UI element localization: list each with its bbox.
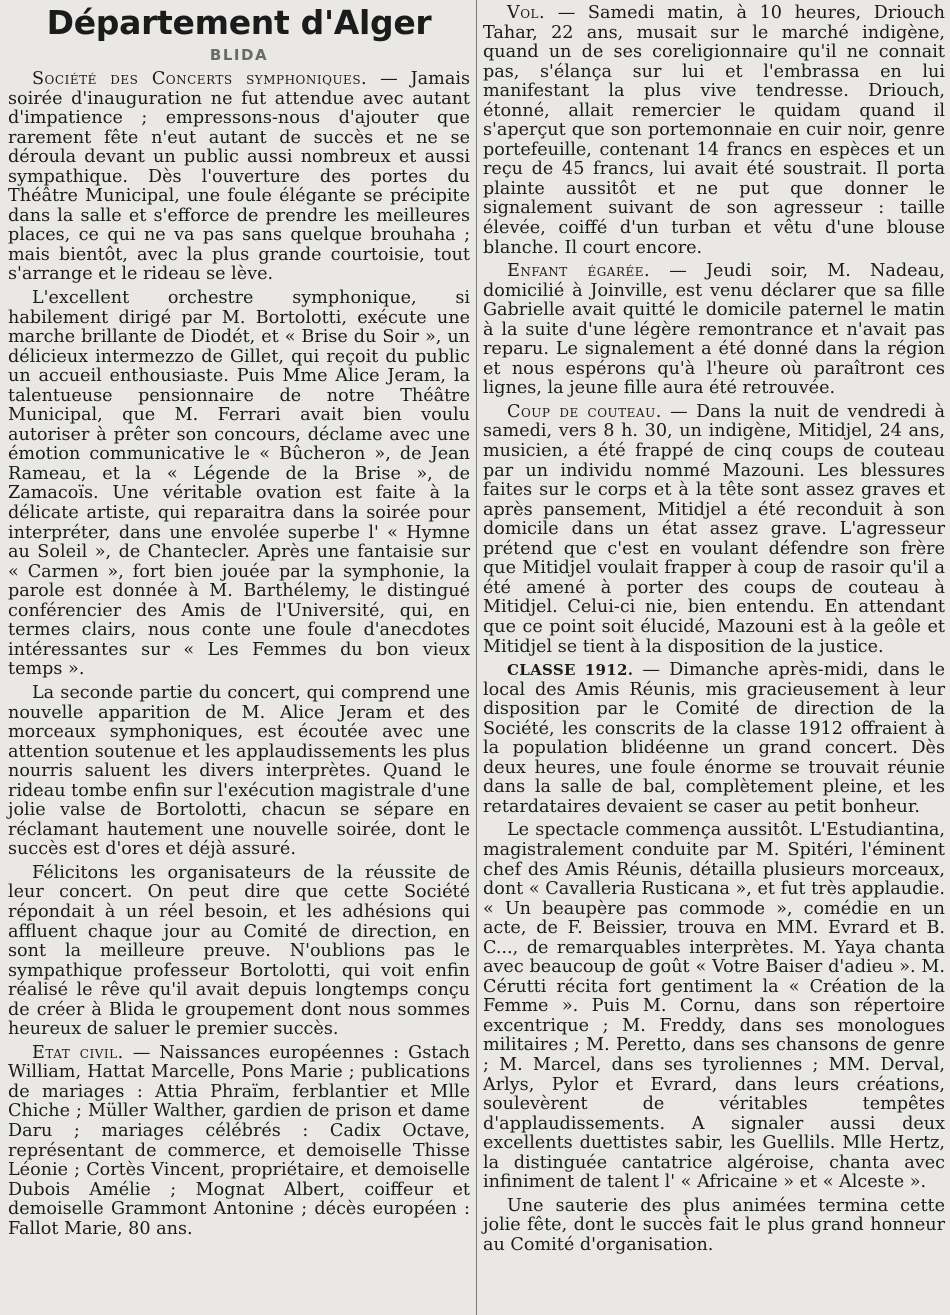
article-text: Le spectacle commença aussitôt. L'Estudiantina, magistralement conduite par M. Spitéri, l'éminent chef des Amis Réunis, détailla plusieurs morceaux, dont « Cavalleria Rusticana », et fut très applaudie. « Un beaupère pas commode », comédie en un acte, de F. Beissier, trouva en MM. Evrard et B. C..., de remarquables interprètes. M. Yaya chanta avec beaucoup de goût « Votre Baiser d'adieu ». M. Cérutti récita fort gentiment la « Création de la Femme ». Puis M. Cornu, dans son répertoire excentrique ; M. Freddy, dans ses monologues militaires ; M. Peretto, dans ses chansons de genre ; M. Marcel, dans ses tyroliennes ; MM. Derval, Arlys, Pylor et Evrard, dans leurs créations, soulevèrent de véritables tempêtes d'applaudissements. A signaler aussi deux excellents duettistes sabir, les Guellils. Mlle Hertz, la distinguée cantatrice algéroise, chanta avec infiniment de talent l' « Africaine » et « Alceste ». [483, 820, 945, 1193]
article-paragraph [8, 684, 470, 860]
article-text: — Dimanche après-midi, dans le local des Amis Réunis, mis gracieusement à leur disposition par le Comité de direction de la Société, les conscrits de la classe 1912 offraient à la population blidéenne un grand concert. Dès deux heures, une foule énorme se trouvait réunie dans la salle de bal, complètement pleine, et les retardataires devaient se caser au petit bonheur. [483, 660, 945, 817]
right-column [483, 4, 945, 1255]
article-rubric: Etat civil. [32, 1042, 124, 1063]
page-title: Département d'Alger [46, 3, 432, 42]
article-classe-1912 [483, 661, 945, 817]
article-paragraph [483, 1197, 945, 1256]
article-paragraph [483, 821, 945, 1192]
article-rubric: Vol. [507, 3, 546, 23]
column-divider [476, 0, 477, 1315]
article-rubric: CLASSE 1912. [507, 661, 634, 680]
article-enfant-egaree [483, 262, 945, 399]
article-paragraph [8, 864, 470, 1040]
article-vol [483, 4, 945, 258]
article-text: — Naissances européennes : Gstach William, Hattat Marcelle, Pons Marie ; publications de mariages : Attia Phraïm, ferblantier et Mlle Chiche ; Müller Walther, gardien de prison et dame Daru ; mariages célébrés : Cadix Octave, représentant de commerce, et demoiselle Thisse Léonie ; Cortès Vincent, propriétaire, et demoiselle Dubois Amélie ; Mognat Albert, coiffeur et demoiselle Grammont Antonine ; décès européen : Fallot Marie, 80 ans. [8, 1042, 470, 1239]
article-concerts [8, 70, 470, 285]
article-etat-civil [8, 1044, 470, 1239]
article-text: La seconde partie du concert, qui comprend une nouvelle apparition de M. Alice Jeram et des morceaux symphoniques, est écoutée avec une attention soutenue et les applaudissements les plus nourris saluent les divers interprètes. Quand le rideau tombe enfin sur l'exécution magistrale d'une jolie valse de Bortolotti, chacun se sépare en réclamant hautement une nouvelle soirée, dont le succès est d'ores et déjà assuré. [8, 682, 470, 860]
article-rubric: Coup de couteau. [507, 401, 662, 422]
article-text: L'excellent orchestre symphonique, si habilement dirigé par M. Bortolotti, exécute une marche brillante de Diodét, et « Brise du Soir », un délicieux intermezzo de Gillet, qui reçoit du public un accueil enthousiaste. Puis Mme Alice Jeram, la talentueuse pensionnaire de notre Théâtre Municipal, que M. Ferrari avait bien voulu autoriser à prêter son concours, déclame avec une émotion communicative le « Bûcheron », de Jean Rameau, et la « Légende de la Brise », de Zamacoïs. Une véritable ovation est faite à la délicate artiste, qui reparaitra dans la soirée pour interpréter, dans une envolée superbe l' « Hymne au Soleil », de Chantecler. Après une fantaisie sur « Carmen », fort bien jouée par la symphonie, la parole est donnée à M. Barthélemy, le distingué conférencier des Amis de l'Université, qui, en termes clairs, nous conte une foule d'anecdotes intéressantes sur « Les Femmes du bon vieux temps ». [8, 288, 470, 680]
left-column [8, 4, 470, 1239]
article-text: Une sauterie des plus animées termina cette jolie fête, dont le succès fait le plus grand honneur au Comité d'organisation. [483, 1195, 945, 1255]
article-text: — Jeudi soir, M. Nadeau, domicilié à Joinville, est venu déclarer que sa fille Gabrielle avait quitté le domicile paternel le matin à la suite d'une légère remontrance et n'avait pas reparu. Le signalement a été donné dans la région et nous espérons qu'à l'heure où paraîtront ces lignes, la jeune fille aura été retrouvée. [483, 261, 945, 399]
article-rubric: Enfant égarée. [507, 261, 651, 282]
article-rubric: Société des Concerts symphoniques. [32, 69, 368, 89]
article-text: — Samedi matin, à 10 heures, Driouch Tahar, 22 ans, musait sur le marché indigène, quand un de ses coreligionnaire qu'il ne connait pas, s'élança sur lui et l'embrassa en lui manifestant la plus vive tendresse. Driouch, étonné, allait remercier le quidam quand il s'aperçut que son portemonnaie en cuir noir, genre portefeuille, contenant 14 francs en espèces et un reçu de 45 francs, lui avait été soustrait. Il porta plainte aussitôt et ne put que donner le signalement suivant de son agresseur : taille élevée, coiffé d'un turban et vêtu d'une blouse blanche. Il court encore. [483, 3, 945, 258]
article-text: — Jamais soirée d'inauguration ne fut attendue avec autant d'impatience ; empressons-nous d'ajouter que rarement fête n'eut autant de succès et ne se déroula devant un public aussi nombreux et aussi sympathique. Dès l'ouverture des portes du Théâtre Municipal, une foule élégante se précipite dans la salle et s'efforce de prendre les meilleures places, ce qui ne va pas sans quelque brouhaha ; mais bientôt, avec la plus grande courtoisie, tout s'arrange et le rideau se lève. [8, 69, 470, 285]
article-text: — Dans la nuit de vendredi à samedi, vers 8 h. 30, un indigène, Mitidjel, 24 ans, musicien, a été frappé de cinq coups de couteau par un individu nommé Mazouni. Les blessures faites sur le corps et à la tête sont assez graves et après pansement, Mitidjel a été reconduit à son domicile dans un état assez grave. L'agresseur prétend que c'est en voulant défendre son frère que Mitidjel voulait frapper à coup de rasoir qu'il a été amené à porter des coups de couteau à Mitidjel. Celui-ci nie, bien entendu. En attendant que ce point soit élucidé, Mazouni est à la geôle et Mitidjel se tient à la disposition de la justice. [483, 401, 945, 657]
article-coup-de-couteau [483, 403, 945, 657]
article-paragraph [8, 289, 470, 680]
article-text: Félicitons les organisateurs de la réussite de leur concert. On peut dire que cette Société répondait à un réel besoin, et les adhésions qui affluent chaque jour au Comité de direction, en sont la meilleure preuve. N'oublions pas le sympathique professeur Bortolotti, qui voit enfin réalisé le rêve qu'il avait depuis longtemps conçu de créer à Blida le groupement dont nous sommes heureux de saluer le premier succès. [8, 862, 470, 1040]
section-subtitle: BLIDA [209, 46, 269, 64]
